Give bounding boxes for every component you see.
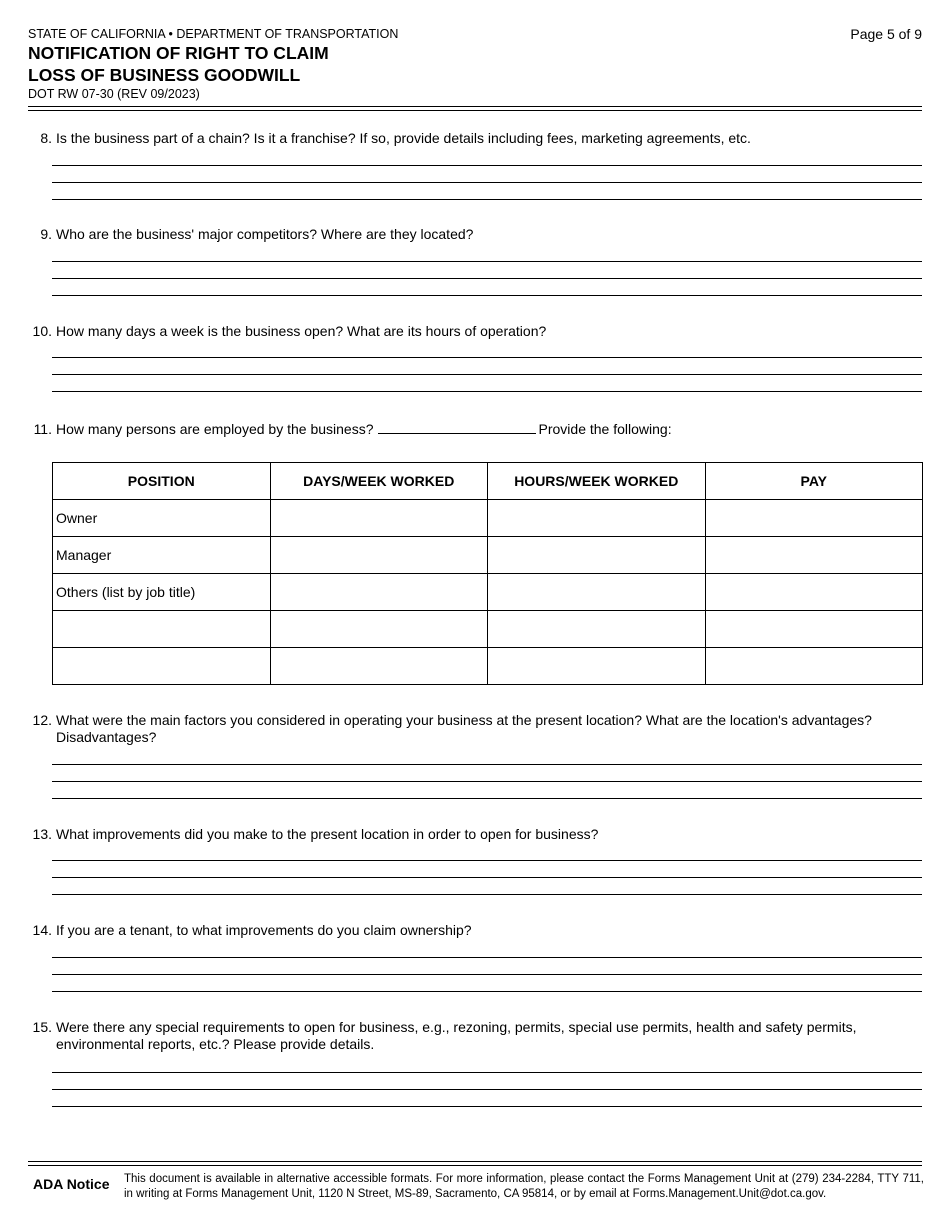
ada-notice-label: ADA Notice — [33, 1176, 110, 1192]
header-divider — [28, 110, 922, 111]
pay-cell[interactable] — [705, 611, 923, 648]
question-text: Is the business part of a chain? Is it a franchise? If so, provide details including fees, marketing agreements, etc. — [56, 130, 751, 146]
table-row — [53, 648, 923, 685]
footer-divider — [28, 1165, 922, 1166]
days-cell[interactable] — [270, 574, 488, 611]
pay-cell[interactable] — [705, 500, 923, 537]
answer-line[interactable] — [52, 199, 922, 200]
answer-line[interactable] — [52, 182, 922, 183]
table-row — [53, 537, 923, 574]
position-cell[interactable] — [53, 611, 271, 648]
days-cell[interactable] — [270, 500, 488, 537]
answer-line[interactable] — [52, 798, 922, 799]
question-text: Who are the business' major competitors? Where are they located? — [56, 226, 474, 242]
position-cell: Owner — [53, 500, 271, 537]
question-text: How many persons are employed by the business? — [56, 421, 374, 437]
answer-line[interactable] — [52, 974, 922, 975]
question-text-suffix: Provide the following: — [538, 421, 672, 437]
pay-cell[interactable] — [705, 537, 923, 574]
days-cell[interactable] — [270, 648, 488, 685]
pay-cell[interactable] — [705, 648, 923, 685]
answer-line[interactable] — [52, 261, 922, 262]
question-text: What improvements did you make to the present location in order to open for business? — [56, 826, 599, 842]
column-header-pay: PAY — [705, 463, 923, 500]
answer-line[interactable] — [52, 991, 922, 992]
question-number: 9. — [40, 226, 52, 242]
answer-line[interactable] — [52, 781, 922, 782]
question-number: 11. — [33, 421, 52, 437]
employee-count-field[interactable] — [378, 421, 536, 434]
question-number: 13. — [32, 826, 52, 842]
answer-line[interactable] — [52, 1106, 922, 1107]
hours-cell[interactable] — [488, 500, 706, 537]
table-row — [53, 574, 923, 611]
agency-name: STATE OF CALIFORNIA • DEPARTMENT OF TRANSPORTATION — [28, 27, 399, 41]
question-number: 10. — [32, 323, 52, 339]
question-text: Were there any special requirements to open for business, e.g., rezoning, permits, special use permits, health and safety permits, environmental reports, etc.? Please provide details. — [56, 1019, 857, 1052]
answer-line[interactable] — [52, 357, 922, 358]
form-number: DOT RW 07-30 (REV 09/2023) — [28, 87, 200, 101]
column-header-hours: HOURS/WEEK WORKED — [488, 463, 706, 500]
page-number: Page 5 of 9 — [850, 26, 922, 42]
answer-line[interactable] — [52, 165, 922, 166]
question-text: If you are a tenant, to what improvements do you claim ownership? — [56, 922, 472, 938]
hours-cell[interactable] — [488, 648, 706, 685]
footer-divider — [28, 1161, 922, 1162]
column-header-days: DAYS/WEEK WORKED — [270, 463, 488, 500]
answer-line[interactable] — [52, 860, 922, 861]
question-number: 8. — [40, 130, 52, 146]
column-header-position: POSITION — [53, 463, 271, 500]
question-number: 14. — [32, 922, 52, 938]
answer-line[interactable] — [52, 391, 922, 392]
question-text: How many days a week is the business open? What are its hours of operation? — [56, 323, 547, 339]
hours-cell[interactable] — [488, 574, 706, 611]
answer-line[interactable] — [52, 295, 922, 296]
form-title-line1: NOTIFICATION OF RIGHT TO CLAIM — [28, 43, 329, 63]
question-text: What were the main factors you considered in operating your business at the present location? What are the location's advantages? Disadvantages? — [56, 712, 872, 745]
answer-line[interactable] — [52, 278, 922, 279]
answer-line[interactable] — [52, 957, 922, 958]
table-header-row — [53, 463, 923, 500]
table-row — [53, 611, 923, 648]
days-cell[interactable] — [270, 537, 488, 574]
position-cell: Others (list by job title) — [53, 574, 271, 611]
position-cell[interactable] — [53, 648, 271, 685]
position-cell: Manager — [53, 537, 271, 574]
answer-line[interactable] — [52, 894, 922, 895]
question-number: 12. — [32, 712, 52, 728]
answer-line[interactable] — [52, 374, 922, 375]
employee-table — [52, 462, 923, 685]
answer-line[interactable] — [52, 1072, 922, 1073]
ada-notice-text: This document is available in alternative accessible formats. For more information, please contact the Forms Management Unit at (279) 234-2284, TTY 711, in writing at Forms Management Unit, 1120 N Street, MS-89, Sacramento, CA 95814, or by email at Forms.Management.Unit@dot.ca.gov. — [124, 1173, 924, 1200]
answer-line[interactable] — [52, 877, 922, 878]
form-title-line2: LOSS OF BUSINESS GOODWILL — [28, 65, 301, 85]
table-row — [53, 500, 923, 537]
answer-line[interactable] — [52, 764, 922, 765]
question-number: 15. — [32, 1019, 52, 1035]
pay-cell[interactable] — [705, 574, 923, 611]
answer-line[interactable] — [52, 1089, 922, 1090]
header-divider — [28, 106, 922, 107]
days-cell[interactable] — [270, 611, 488, 648]
hours-cell[interactable] — [488, 537, 706, 574]
hours-cell[interactable] — [488, 611, 706, 648]
